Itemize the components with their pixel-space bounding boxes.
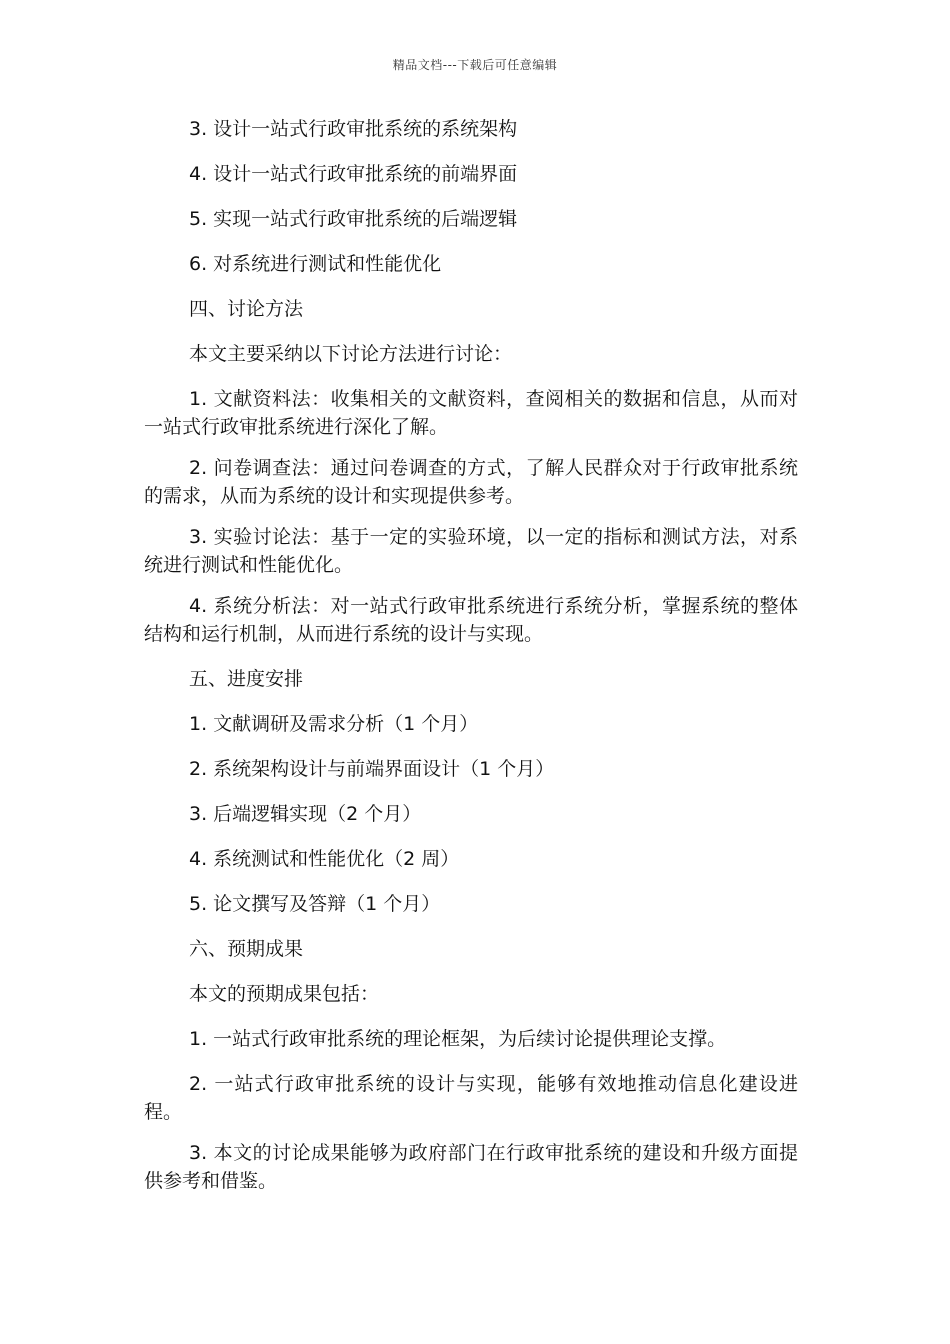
list-item: 5. 实现一站式行政审批系统的后端逻辑 xyxy=(189,208,518,230)
list-item: 6. 对系统进行测试和性能优化 xyxy=(189,253,442,275)
section-intro: 本文主要采纳以下讨论方法进行讨论： xyxy=(189,343,513,365)
list-item: 3. 后端逻辑实现（2 个月） xyxy=(189,803,422,825)
list-item: 3. 本文的讨论成果能够为政府部门在行政审批系统的建设和升级方面提供参考和借鉴。 xyxy=(144,1142,798,1192)
page-header: 精品文档---下载后可任意编辑 xyxy=(392,58,558,72)
list-item: 4. 系统测试和性能优化（2 周） xyxy=(189,848,460,870)
list-item: 5. 论文撰写及答辩（1 个月） xyxy=(189,893,441,915)
section-heading: 五、进度安排 xyxy=(189,668,304,690)
document-body xyxy=(144,115,798,1208)
section-heading: 六、预期成果 xyxy=(189,938,304,960)
list-item: 2. 系统架构设计与前端界面设计（1 个月） xyxy=(189,758,555,780)
list-item: 2. 一站式行政审批系统的设计与实现，能够有效地推动信息化建设进程。 xyxy=(144,1073,798,1123)
list-item: 1. 一站式行政审批系统的理论框架，为后续讨论提供理论支撑。 xyxy=(189,1028,727,1050)
list-item: 3. 实验讨论法：基于一定的实验环境，以一定的指标和测试方法，对系统进行测试和性能优化。 xyxy=(144,526,798,576)
list-item: 4. 设计一站式行政审批系统的前端界面 xyxy=(189,163,518,185)
section-heading: 四、讨论方法 xyxy=(189,298,304,320)
list-item: 3. 设计一站式行政审批系统的系统架构 xyxy=(189,118,518,140)
section-intro: 本文的预期成果包括： xyxy=(189,983,380,1005)
list-item: 1. 文献资料法：收集相关的文献资料，查阅相关的数据和信息，从而对一站式行政审批系统进行深化了解。 xyxy=(144,388,798,438)
list-item: 2. 问卷调查法：通过问卷调查的方式，了解人民群众对于行政审批系统的需求，从而为系统的设计和实现提供参考。 xyxy=(144,457,798,507)
list-item: 1. 文献调研及需求分析（1 个月） xyxy=(189,713,479,735)
list-item: 4. 系统分析法：对一站式行政审批系统进行系统分析，掌握系统的整体结构和运行机制，从而进行系统的设计与实现。 xyxy=(144,595,798,645)
